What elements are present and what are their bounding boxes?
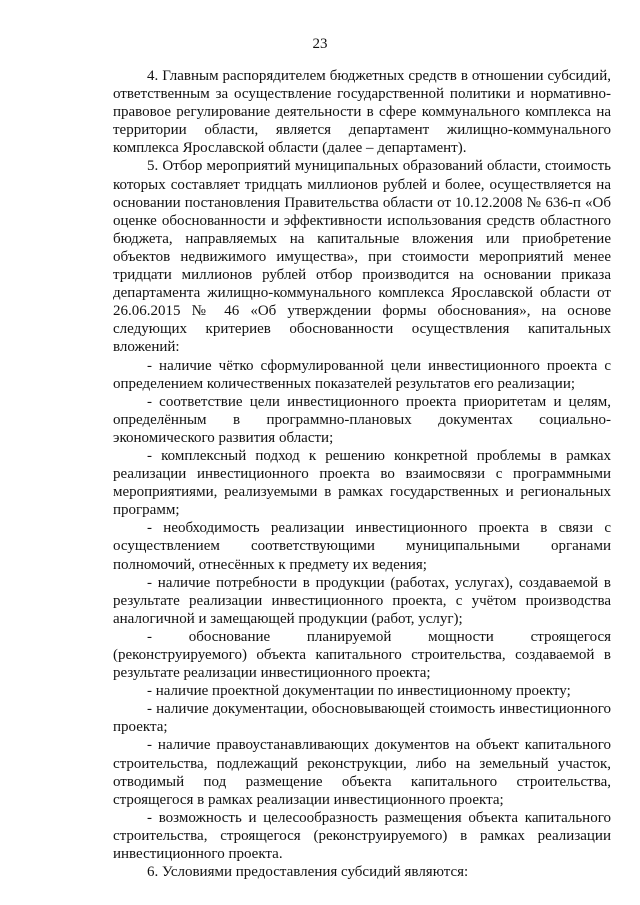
criterion-goal: - наличие чётко сформулированной цели инвестиционного проекта с определением количественных показателей результатов его реализации; <box>113 357 611 392</box>
page-number: 23 <box>312 36 328 52</box>
criterion-complex-approach: - комплексный подход к решению конкретной проблемы в рамках реализации инвестиционного проекта во взаимосвязи с программными мероприятиями, реализуемыми в рамках государственных и региональных программ; <box>113 447 611 519</box>
criterion-priorities: - соответствие цели инвестиционного проекта приоритетам и целям, определённым в программно-плановых документах социально-экономического развития области; <box>113 393 611 446</box>
criterion-placement: - возможность и целесообразность размещения объекта капитального строительства, строящегося (реконструируемого) в рамках реализации инвестиционного проекта. <box>113 809 611 863</box>
paragraph-item-4-main-administrator: 4. Главным распорядителем бюджетных средств в отношении субсидий, ответственным за осуществление государственной политики и нормативно-правовое регулирование деятельности в сфере коммунального комплекса на территории области, является департамент жилищно-коммунального комплекса Ярославской области (далее – департамент). <box>113 68 611 157</box>
criterion-cost-docs: - наличие документации, обосновывающей стоимость инвестиционного проекта; <box>113 701 611 736</box>
paragraph-item-6-conditions: 6. Условиями предоставления субсидий являются: <box>147 864 469 881</box>
paragraph-item-5-selection: 5. Отбор мероприятий муниципальных образований области, стоимость которых составляет тридцать миллионов рублей и более, осуществляется на основании постановления Правительства области от 10.12.2008 № 636-п «Об оценке обоснованности и эффективности использования средств областного бюджета, направляемых на капитальные вложения или приобретение объектов недвижимого имущества», при стоимости мероприятий менее тридцати миллионов рублей отбор производится на основании приказа департамента жилищно-коммунального комплекса Ярославской области от 26.06.2015 № 46 «Об утверждении формы обоснования», на основе следующих критериев обоснованности осуществления капитальных вложений: <box>113 158 611 356</box>
criterion-demand: - наличие потребности в продукции (работах, услугах), создаваемой в результате реализации инвестиционного проекта, с учётом производства аналогичной и замещающей продукции (работ, услуг); <box>113 574 611 627</box>
criterion-title-docs: - наличие правоустанавливающих документов на объект капитального строительства, подлежащий реконструкции, либо на земельный участок, отводимый под размещение объекта капитального строительства, строящегося в рамках реализации инвестиционного проекта; <box>113 737 611 808</box>
criterion-necessity: - необходимость реализации инвестиционного проекта в связи с осуществлением соответствующими муниципальными органами полномочий, отнесённых к предмету их ведения; <box>113 520 611 573</box>
document-body <box>113 67 611 881</box>
criterion-capacity: - обоснование планируемой мощности строящегося (реконструируемого) объекта капитального строительства, создаваемой в результате реализации инвестиционного проекта; <box>113 628 611 682</box>
criterion-project-docs: - наличие проектной документации по инвестиционному проекту; <box>147 683 571 700</box>
